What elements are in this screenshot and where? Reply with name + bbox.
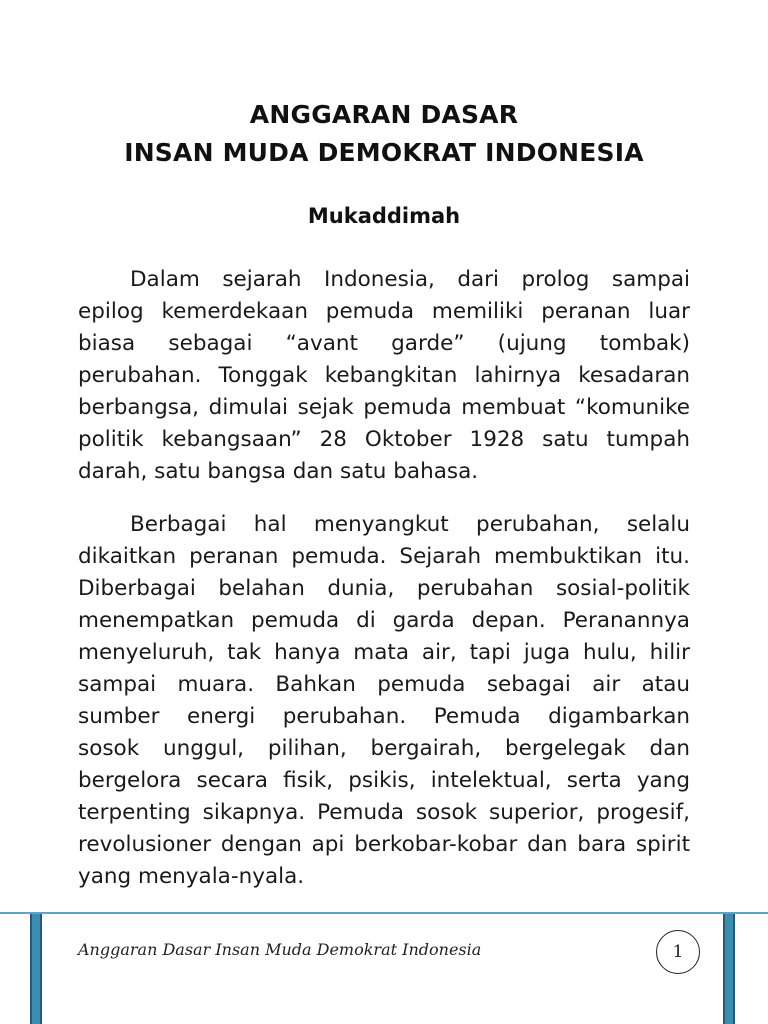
paragraph-line: Diberbagai belahan dunia, perubahan sosial-politik — [78, 576, 690, 601]
document-title-line-2: INSAN MUDA DEMOKRAT INDONESIA — [124, 138, 644, 167]
paragraph-line: menyeluruh, tak hanya mata air, tapi juga hulu, hilir — [78, 640, 690, 665]
paragraph-line: terpenting sikapnya. Pemuda sosok superior, progesif, — [78, 800, 690, 825]
paragraph-line: berbangsa, dimulai sejak pemuda membuat “komunike — [78, 395, 690, 420]
page-number: 1 — [656, 930, 700, 974]
paragraph-line: darah, satu bangsa dan satu bahasa. — [78, 459, 479, 484]
paragraph-line: sosok unggul, pilihan, bergairah, bergelegak dan — [78, 736, 690, 761]
document-title-line-1: ANGGARAN DASAR — [249, 100, 519, 129]
footer-text: Anggaran Dasar Insan Muda Demokrat Indonesia — [78, 940, 482, 959]
section-heading: Mukaddimah — [307, 204, 461, 228]
footer-bar-left — [30, 914, 42, 1024]
paragraph-line: yang menyala-nyala. — [78, 864, 305, 889]
paragraph-line: epilog kemerdekaan pemuda memiliki peranan luar — [78, 299, 690, 324]
paragraph-line: biasa sebagai “avant garde” (ujung tombak) — [78, 331, 690, 356]
paragraph-line: bergelora secara fisik, psikis, intelektual, serta yang — [78, 768, 690, 793]
footer-divider — [0, 912, 768, 914]
paragraph-line: sumber energi perubahan. Pemuda digambarkan — [78, 704, 690, 729]
paragraph-line: Berbagai hal menyangkut perubahan, selalu — [130, 512, 690, 537]
paragraph-2 — [78, 509, 690, 893]
paragraph-line: perubahan. Tonggak kebangkitan lahirnya kesadaran — [78, 363, 690, 388]
paragraph-line: Dalam sejarah Indonesia, dari prolog sampai — [130, 267, 690, 292]
paragraph-line: sampai muara. Bahkan pemuda sebagai air atau — [78, 672, 690, 697]
paragraph-line: menempatkan pemuda di garda depan. Peranannya — [78, 608, 690, 633]
footer-bar-right — [723, 914, 735, 1024]
paragraph-1 — [78, 264, 690, 488]
paragraph-line: revolusioner dengan api berkobar-kobar dan bara spirit — [78, 832, 690, 857]
paragraph-line: dikaitkan peranan pemuda. Sejarah membuktikan itu. — [78, 544, 690, 569]
paragraph-line: politik kebangsaan” 28 Oktober 1928 satu tumpah — [78, 427, 690, 452]
